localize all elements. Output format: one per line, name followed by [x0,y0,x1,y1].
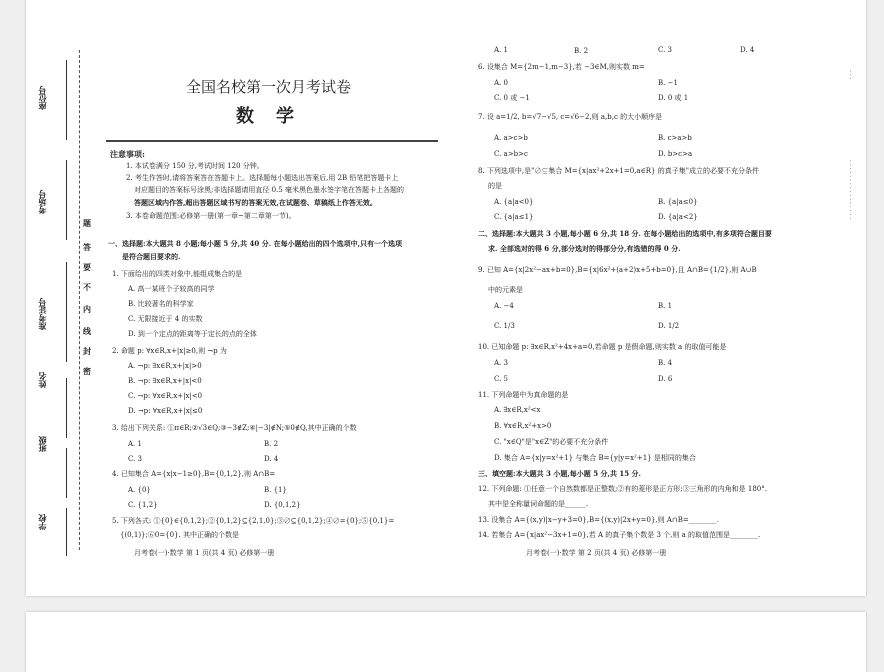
name-label: 姓名 [37,372,47,388]
option: A. 0 [494,79,508,87]
option: A. {a|a<0} [494,198,534,206]
question-stem: 14. 若集合 A={x|ax²−3x+1=0},若 A 的真子集个数是 3 个,则 a 的取值范围是________. [478,531,761,539]
title-rule [106,140,438,142]
notice-line: 1. 本试卷满分 150 分,考试时间 120 分钟。 [126,162,264,170]
option: D. 到一个定点的距离等于定长的点的全体 [128,330,257,338]
question-stem: 13. 设集合 A={(x,y)|x−y+3=0},B={(x,y)|2x+y=0},则 A∩B=________. [478,516,719,524]
option: A. a>c>b [494,134,528,142]
option: C. "x∈Q"是"x∈Z"的必要不充分条件 [494,438,609,446]
option: B. 2 [574,47,589,55]
school-label: 学校 [37,514,47,530]
option: B. 2 [264,440,279,448]
option: A. −4 [494,302,514,310]
exam-subject: 数学 [236,106,316,127]
option: A. 3 [494,359,508,367]
option: C. {a|a≤1} [494,213,534,221]
option: B. {a|a≤0} [658,198,698,206]
option: A. ∃x∈R,x²<x [494,406,541,414]
question-stem: 1. 下面给出的四类对象中,能组成集合的是 [112,270,243,278]
question-stem: 12. 下列命题: ①任意一个自然数都是正整数;②有的菱形是正方形;③三角形的内角和是 180°. [478,485,767,493]
question-stem: 3. 给出下列关系: ①π∈R;②√3∈Q;③−3∉Z;④|−3|∉N;⑤0∉Q,其中正确的个数 [112,424,357,432]
question-stem: 6. 设集合 M={2m−1,m−3},若 −3∈M,则实数 m= [478,63,645,71]
question-stem: 9. 已知 A={x|2x²−ax+b=0},B={x|6x²+(a+2)x+5+b=0},且 A∩B={1/2},则 A∪B [478,266,757,274]
option: A. 1 [128,440,142,448]
option: C. 无限接近于 4 的实数 [128,315,203,323]
page-footer-left: 月考卷(一)·数学 第 1 页(共 4 页) 必修第一册 [134,549,275,557]
seat-number-label: 座位号 [37,86,47,110]
question-stem: 中的元素是 [488,286,523,294]
bleed-through-marks: · · · · · · · · · · · · · · · · [846,160,853,220]
section-heading: 三、填空题:本大题共 3 小题,每小题 5 分,共 15 分. [478,469,641,478]
option: D. {a|a<2} [658,213,698,221]
seat-number-line [66,60,67,140]
option: C. 0 或 −1 [494,94,530,102]
exam-page [26,0,866,596]
option: C. a>b>c [494,150,528,158]
option: D. b>c>a [658,150,693,158]
exam-title: 全国名校第一次月考试卷 [186,78,352,96]
option: D. 6 [658,375,673,383]
notice-line: 答题区域内作答,超出答题区域书写的答案无效,在试题卷、草稿纸上作答无效。 [134,198,377,207]
option: A. 1 [494,46,508,54]
section-heading: 二、选择题:本大题共 3 小题,每小题 6 分,共 18 分. 在每小题给出的选项中,有多项符合题目要 [478,229,772,238]
seal-char: 内 [83,304,91,314]
option: A. ¬p: ∃x∈R,x+|x|>0 [128,362,202,370]
option: C. 1/3 [494,322,515,330]
option: B. 4 [658,359,673,367]
option: C. {1,2} [128,501,158,509]
option: B. c>a>b [658,134,692,142]
seal-char: 线 [83,326,91,336]
option: C. ¬p: ∀x∈R,x+|x|<0 [128,392,203,400]
option: B. {1} [264,486,287,494]
admission-number-label: 准考证号 [37,298,47,330]
notice-line: 2. 考生作答时,请将答案答在答题卡上。选择题每小题选出答案后,用 2B 铅笔把答题卡上 [126,174,399,182]
option: B. ¬p: ∃x∈R,x+|x|<0 [128,377,202,385]
seal-char: 题 [83,218,91,228]
option: C. 5 [494,375,509,383]
option: D. 1/2 [658,322,680,330]
admission-number-line [66,262,67,362]
seal-dashed-line [79,50,80,550]
option: D. 4 [264,455,279,463]
question-stem: 4. 已知集合 A={x|x−1≥0},B={0,1,2},则 A∩B= [112,470,276,478]
page-footer-right: 月考卷(一)·数学 第 2 页(共 4 页) 必修第一册 [526,549,667,557]
question-stem: 11. 下列命题中为真命题的是 [478,391,569,399]
section-heading: 一、选择题:本大题共 8 小题;每小题 5 分,共 40 分. 在每小题给出的四个选项中,只有一个选项 [108,239,403,248]
option: D. 4 [740,46,755,54]
notice-heading: 注意事项: [110,149,145,159]
option: D. {0,1,2} [264,501,301,509]
option: D. 集合 A={x|y=x²+1} 与集合 B={y|y=x²+1} 是相同的集合 [494,454,696,462]
seal-char: 答 [83,242,91,252]
school-line [66,508,67,556]
option: D. ¬p: ∀x∈R,x+|x|≤0 [128,407,203,415]
section-heading: 是符合题目要求的. [122,252,181,261]
option: C. 3 [658,46,673,54]
option: A. 高一某班个子较高的同学 [128,285,215,293]
notice-line: 对应题目的答案标号涂黑;非选择题请用直径 0.5 毫米黑色墨水签字笔在答题卡上各题的 [134,186,404,194]
class-label: 班级 [37,436,47,452]
name-line [66,378,67,438]
exam-room-line [66,160,67,240]
option: B. 1 [658,302,673,310]
seal-char: 密 [83,366,91,376]
option: B. 比较著名的科学家 [128,300,194,308]
next-page [26,612,866,672]
option: A. {0} [128,486,151,494]
option: B. −1 [658,79,678,87]
option: B. ∀x∈R,x²+x>0 [494,422,552,430]
section-heading: 求. 全部选对的得 6 分,部分选对的得部分分,有选错的得 0 分. [488,244,681,253]
question-stem: 的是 [488,182,502,190]
question-stem: 10. 已知命题 p: ∃x∈R,x²+4x+a=0,若命题 p 是假命题,则实数 a 的取值可能是 [478,343,727,351]
question-stem: {(0,1)};⑥0={0}. 其中正确的个数是 [120,531,239,539]
option: C. 3 [128,455,143,463]
question-stem: 其中是全称量词命题的是______. [488,500,589,508]
question-stem: 5. 下列各式: ①{0}∈{0,1,2};②{0,1,2}⊆{2,1,0};③∅⊆{0,1,2};④∅={0};⑤{0,1}= [112,517,395,525]
question-stem: 2. 命题 p: ∀x∈R,x+|x|≥0,则 ¬p 为 [112,347,227,355]
question-stem: 8. 下列选项中,是"∅⊊集合 M={x|ax²+2x+1=0,a∈R} 的真子集"成立的必要不充分条件 [478,167,759,175]
binding-margin [26,0,106,596]
seal-char: 封 [83,346,91,356]
class-line [66,448,67,498]
option: D. 0 或 1 [658,94,689,102]
bleed-through-marks: · · · [846,70,853,80]
seal-char: 要 [83,262,91,272]
exam-room-label: 考场号 [37,190,47,214]
question-stem: 7. 设 a=1/2, b=√7−√5, c=√6−2,则 a,b,c 的大小顺序是 [478,113,663,121]
seal-char: 不 [83,282,91,292]
notice-line: 3. 本卷命题范围:必修第一册(第一章~第二章第一节)。 [126,212,296,220]
